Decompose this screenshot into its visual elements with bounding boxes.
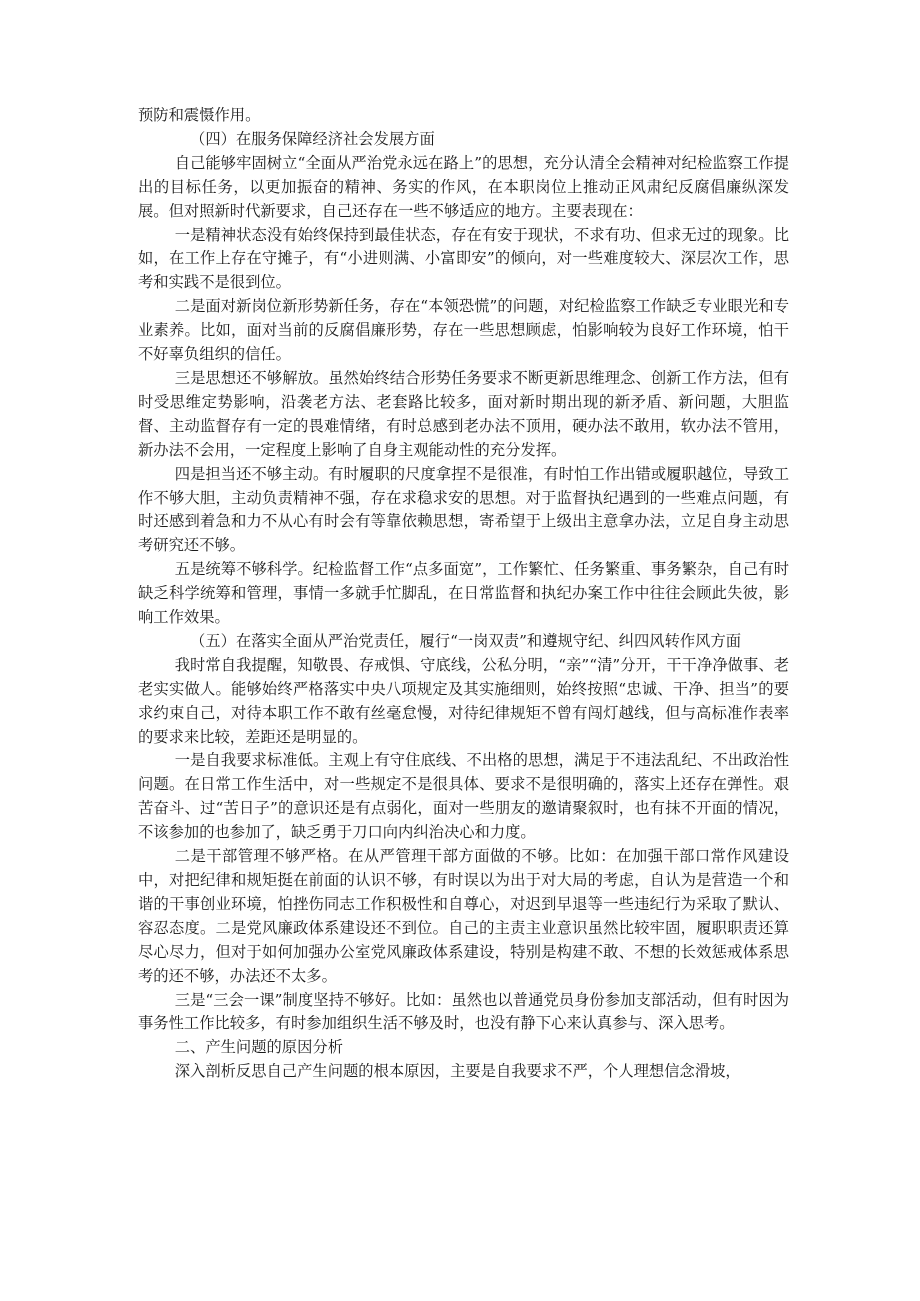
paragraph-continuation: 预防和震慑作用。 [138, 106, 261, 124]
paragraph: 五是统筹不够科学。纪检监督工作“点多面宽”，工作繁忙、任务繁重、事务繁杂，自己有时缺乏科学统筹和管理，事情一多就手忙脚乱，在日常监督和执纪办案工作中往往会顾此失彼，影响工作效果。 [138, 560, 789, 627]
section-heading-4: （四）在服务保障经济社会发展方面 [190, 129, 435, 148]
paragraph: 二是面对新岗位新形势新任务，存在“本领恐慌”的问题，对纪检监察工作缺乏专业眼光和专业素养。比如，面对当前的反腐倡廉形势，存在一些思想顾虑，怕影响较为良好工作环境，怕干不好辜负组织的信任。 [138, 297, 789, 364]
paragraph: 自己能够牢固树立“全面从严治党永远在路上”的思想，充分认清全会精神对纪检监察工作提出的目标任务，以更加振奋的精神、务实的作风，在本职岗位上推动正风肃纪反腐倡廉纵深发展。但对照新时代新要求，自己还存在一些不够适应的地方。主要表现在： [138, 153, 789, 220]
section-heading-cause-analysis: 二、产生问题的原因分析 [174, 1038, 343, 1057]
section-heading-5: （五）在落实全面从严治党责任，履行“一岗双责”和遵规守纪、纠四风转作风方面 [190, 631, 742, 650]
paragraph: 三是思想还不够解放。虽然始终结合形势任务要求不断更新思维理念、创新工作方法，但有时受思维定势影响，沿袭老方法、老套路比较多，面对新时期出现的新矛盾、新问题，大胆监督、主动监督存有一定的畏难情绪，有时总感到老办法不顶用，硬办法不敢用，软办法不管用，新办法不会用，一定程度上影响了自身主观能动性的充分发挥。 [138, 368, 789, 459]
paragraph: 二是干部管理不够严格。在从严管理干部方面做的不够。比如：在加强干部口常作风建设中，对把纪律和规矩挺在前面的认识不够，有时误以为出于对大局的考虑，自认为是营造一个和谐的干事创业环境，怕挫伤同志工作积极性和自尊心，对迟到早退等一些违纪行为采取了默认、容忍态度。二是党风廉政体系建设还不到位。自己的主责主业意识虽然比较牢固，履职职责还算尽心尽力，但对于如何加强办公室党风廉政体系建设，特别是构建不敢、不想的长效惩戒体系思考的还不够，办法还不太多。 [138, 847, 789, 985]
paragraph: 一是自我要求标准低。主观上有守住底线、不出格的思想，满足于不违法乱纪、不出政治性问题。在日常工作生活中，对一些规定不是很具体、要求不是很明确的，落实上还存在弹性。艰苦奋斗、过“苦日子”的意识还是有点弱化，面对一些朋友的邀请聚叙时，也有抹不开面的情况，不该参加的也参加了，缺乏勇于刀口向内纠治决心和力度。 [138, 751, 789, 842]
paragraph: 四是担当还不够主动。有时履职的尺度拿捏不是很准，有时怕工作出错或履职越位，导致工作不够大胆，主动负责精神不强，存在求稳求安的思想。对于监督执纪遇到的一些难点问题，有时还感到着急和力不从心有时会有等靠依赖思想，寄希望于上级出主意拿办法，立足自身主动思考研究还不够。 [138, 464, 789, 555]
paragraph: 一是精神状态没有始终保持到最佳状态，存在有安于现状，不求有功、但求无过的现象。比如，在工作上存在守摊子，有“小进则满、小富即安”的倾向，对一些难度较大、深层次工作，思考和实践不是很到位。 [138, 225, 789, 292]
paragraph: 三是“三会一课”制度坚持不够好。比如：虽然也以普通党员身份参加支部活动，但有时因为事务性工作比较多，有时参加组织生活不够及时，也没有静下心来认真参与、深入思考。 [138, 990, 789, 1033]
paragraph: 深入剖析反思自己产生问题的根本原因，主要是自我要求不严，个人理想信念滑坡， [174, 1062, 741, 1081]
document-page [138, 104, 789, 1084]
paragraph: 我时常自我提醒，知敬畏、存戒惧、守底线，公私分明，“亲”“清”分开，干干净净做事、老老实实做人。能够始终严格落实中央八项规定及其实施细则，始终按照“忠诚、干净、担当”的要求约束自己，对待本职工作不敢有丝毫怠慢，对待纪律规矩不曾有闯灯越线，但与高标准作表率的要求来比较，差距还是明显的。 [138, 655, 789, 746]
